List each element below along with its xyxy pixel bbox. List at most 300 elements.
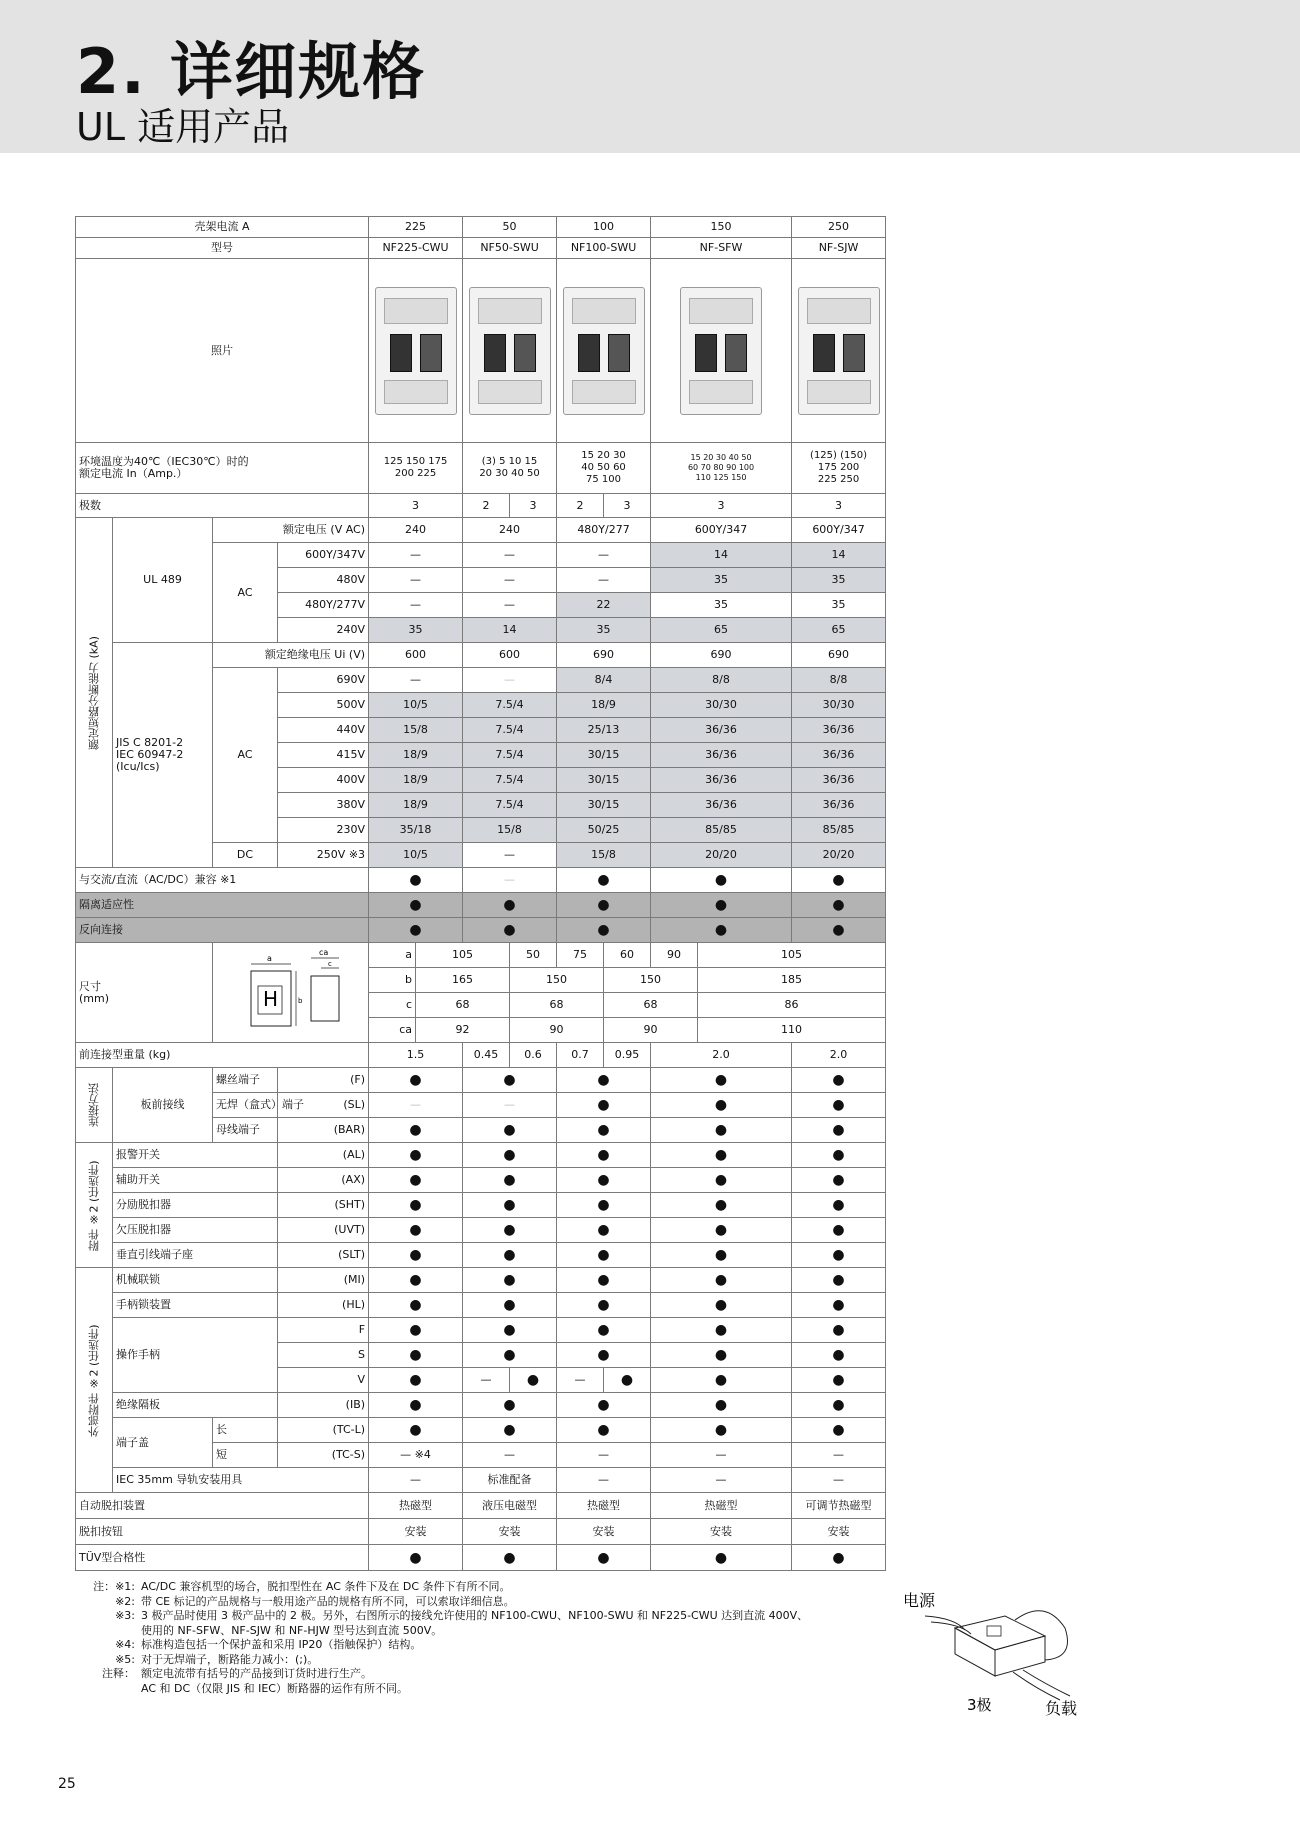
poles-cell: 2 xyxy=(557,494,604,518)
dot-cell: ● xyxy=(651,1068,792,1093)
voltage-label: 600Y/347V xyxy=(278,543,369,568)
operating-handle-label: 操作手柄 xyxy=(113,1318,278,1393)
dot-cell: ● xyxy=(557,1268,651,1293)
dot-cell: ● xyxy=(557,1545,651,1571)
value-cell: — xyxy=(463,543,557,568)
item-code: (IB) xyxy=(278,1393,369,1418)
item-name: 欠压脱扣器 xyxy=(113,1218,278,1243)
dot-cell: ● xyxy=(369,1218,463,1243)
breaker-photo xyxy=(563,287,645,415)
value-cell: 2.0 xyxy=(651,1043,792,1068)
poles-cell: 3 xyxy=(651,494,792,518)
item-name: 分励脱扣器 xyxy=(113,1193,278,1218)
dot-cell: ● xyxy=(369,1118,463,1143)
poles-cell: 3 xyxy=(369,494,463,518)
insulation-voltage-label: 额定绝缘电压 Ui (V) xyxy=(213,643,369,668)
item-name: 螺丝端子 xyxy=(213,1068,278,1093)
value-cell: 68 xyxy=(510,993,604,1018)
dot-cell: ● xyxy=(369,1545,463,1571)
dash-cell: — xyxy=(463,1443,557,1468)
dot-cell: ● xyxy=(463,918,557,943)
page-title: 2. 详细规格 xyxy=(76,35,427,108)
dims-diagram-cell xyxy=(213,943,369,1043)
value-cell: 75 xyxy=(557,943,604,968)
dot-cell: ● xyxy=(463,1545,557,1571)
value-cell: 68 xyxy=(604,993,698,1018)
dot-cell: ● xyxy=(557,868,651,893)
item-name: 母线端子 xyxy=(213,1118,278,1143)
diagram-pole-label: 3极 xyxy=(967,1696,992,1714)
breaking-group-label: 额定短路分断能力 (kA) xyxy=(76,518,113,868)
value-cell: 2.0 xyxy=(792,1043,886,1068)
footnote-row: 使用的 NF-SFW、NF-SJW 和 NF-HJW 型号达到直流 500V。 xyxy=(141,1623,443,1637)
weight-label: 前连接型重量 (kg) xyxy=(76,1043,369,1068)
value-cell: 7.5/4 xyxy=(463,693,557,718)
dot-cell: ● xyxy=(604,1368,651,1393)
value-cell: 35 xyxy=(792,568,886,593)
rated-current-cell: 15 20 30 40 50 60 70 80 90 100 110 125 150 xyxy=(651,443,792,494)
dot-cell: ● xyxy=(792,1243,886,1268)
value-cell: 85/85 xyxy=(651,818,792,843)
accessories-group-label: 附件 ※2 (任选件) xyxy=(76,1143,113,1268)
dot-cell: ● xyxy=(369,868,463,893)
dot-cell: ● xyxy=(651,1143,792,1168)
dot-cell: ● xyxy=(369,1243,463,1268)
item-name: 辅助开关 xyxy=(113,1168,278,1193)
value-cell: 36/36 xyxy=(651,768,792,793)
dot-cell: ● xyxy=(369,1268,463,1293)
value-cell: 50/25 xyxy=(557,818,651,843)
photo-cell xyxy=(463,259,557,443)
dot-cell: ● xyxy=(792,1268,886,1293)
dot-cell: ● xyxy=(463,1218,557,1243)
value-cell: 14 xyxy=(463,618,557,643)
voltage-label: 230V xyxy=(278,818,369,843)
value-cell: 8/4 xyxy=(557,668,651,693)
dot-cell: ● xyxy=(651,868,792,893)
dim-key: a xyxy=(369,943,416,968)
breaker-photo xyxy=(375,287,457,415)
value-cell: 36/36 xyxy=(792,793,886,818)
dot-cell: ● xyxy=(651,1218,792,1243)
page-header xyxy=(0,0,1300,153)
ac-label: AC xyxy=(213,543,278,643)
dash-cell: — xyxy=(463,1368,510,1393)
photo-cell xyxy=(369,259,463,443)
value-cell: 可调节热磁型 xyxy=(792,1493,886,1519)
rated-voltage-label: 额定电压 (V AC) xyxy=(213,518,369,543)
item-name: 无焊（盒式）端子 xyxy=(213,1093,278,1118)
voltage-label: 400V xyxy=(278,768,369,793)
value-cell: 18/9 xyxy=(557,693,651,718)
value-cell: 8/8 xyxy=(651,668,792,693)
value-cell: 0.7 xyxy=(557,1043,604,1068)
frame-label: 壳架电流 A xyxy=(76,217,369,238)
dot-cell: ● xyxy=(651,1268,792,1293)
model-label: 型号 xyxy=(76,238,369,259)
value-cell: 0.45 xyxy=(463,1043,510,1068)
voltage-label: 415V xyxy=(278,743,369,768)
dot-cell: ● xyxy=(651,1343,792,1368)
dot-cell: ● xyxy=(369,893,463,918)
dot-cell: ● xyxy=(651,1368,792,1393)
dot-cell: ● xyxy=(792,1218,886,1243)
dot-cell: ● xyxy=(557,1068,651,1093)
dot-cell: ● xyxy=(651,1168,792,1193)
value-cell: 90 xyxy=(510,1018,604,1043)
dot-cell: ● xyxy=(651,1545,792,1571)
dash-cell: — xyxy=(792,1443,886,1468)
value-cell: — xyxy=(463,568,557,593)
connection-group-label: 连接方法 xyxy=(76,1068,113,1143)
value-cell: — xyxy=(463,593,557,618)
rated-current-cell: 125 150 175 200 225 xyxy=(369,443,463,494)
dash-cell: — xyxy=(557,1443,651,1468)
model-cell: NF-SFW xyxy=(651,238,792,259)
rated-current-label-line: 额定电流 In（Amp.） xyxy=(79,467,188,480)
wiring-diagram xyxy=(895,1588,1135,1718)
dot-cell: ● xyxy=(463,1168,557,1193)
photo-cell xyxy=(651,259,792,443)
dim-key: c xyxy=(369,993,416,1018)
value-cell: 690 xyxy=(651,643,792,668)
value-cell: 36/36 xyxy=(792,718,886,743)
value-cell: 35 xyxy=(369,618,463,643)
value-cell: 65 xyxy=(651,618,792,643)
dot-cell: ● xyxy=(369,1418,463,1443)
photo-cell xyxy=(792,259,886,443)
value-cell: — ※4 xyxy=(369,1443,463,1468)
item-code: (MI) xyxy=(278,1268,369,1293)
photo-label: 照片 xyxy=(76,259,369,443)
value-cell: — xyxy=(557,543,651,568)
value-cell: — xyxy=(463,843,557,868)
rated-current-cell: (125) (150) 175 200 225 250 xyxy=(792,443,886,494)
dot-cell: ● xyxy=(792,1545,886,1571)
value-cell: 7.5/4 xyxy=(463,743,557,768)
poles-cell: 3 xyxy=(792,494,886,518)
value-cell: 35/18 xyxy=(369,818,463,843)
dot-cell: ● xyxy=(651,1093,792,1118)
rated-current-label-line: 环境温度为40℃（IEC30℃）时的 xyxy=(79,455,249,468)
value-cell: 18/9 xyxy=(369,743,463,768)
value-cell: 标准配备 xyxy=(463,1468,557,1493)
dot-cell: ● xyxy=(463,893,557,918)
value-cell: 15/8 xyxy=(463,818,557,843)
dot-cell: ● xyxy=(792,868,886,893)
model-cell: NF-SJW xyxy=(792,238,886,259)
value-cell: 30/30 xyxy=(792,693,886,718)
frame-cell: 250 xyxy=(792,217,886,238)
poles-cell: 3 xyxy=(604,494,651,518)
dot-cell: ● xyxy=(792,1393,886,1418)
footnote-row: AC 和 DC（仅限 JIS 和 IEC）断路器的运作有所不同。 xyxy=(141,1681,408,1695)
item-name: 垂直引线端子座 xyxy=(113,1243,278,1268)
dot-cell: ● xyxy=(792,918,886,943)
value-cell: 50 xyxy=(510,943,557,968)
value-cell: 15/8 xyxy=(369,718,463,743)
value-cell: 68 xyxy=(416,993,510,1018)
value-cell: 30/30 xyxy=(651,693,792,718)
trip-button-label: 脱扣按钮 xyxy=(76,1519,369,1545)
poles-cell: 2 xyxy=(463,494,510,518)
dot-cell: ● xyxy=(651,1293,792,1318)
poles-label: 极数 xyxy=(76,494,369,518)
dot-cell: ● xyxy=(369,918,463,943)
rated-voltage-cell: 240 xyxy=(463,518,557,543)
handle-type: V xyxy=(278,1368,369,1393)
dot-cell: ● xyxy=(792,1318,886,1343)
rated-voltage-cell: 600Y/347 xyxy=(792,518,886,543)
diagram-power-label: 电源 xyxy=(903,1591,936,1610)
item-name: 绝缘隔板 xyxy=(113,1393,278,1418)
dot-cell: ● xyxy=(463,1193,557,1218)
dot-cell: ● xyxy=(463,1343,557,1368)
dot-cell: ● xyxy=(463,1268,557,1293)
footnote-row: ※5: 对于无焊端子，断路能力减小：(;)。 xyxy=(115,1652,319,1666)
item-name: 机械联锁 xyxy=(113,1268,278,1293)
value-cell: 85/85 xyxy=(792,818,886,843)
dot-cell: ● xyxy=(369,1393,463,1418)
dot-cell: ● xyxy=(369,1368,463,1393)
breaker-photo xyxy=(680,287,762,415)
value-cell: — xyxy=(557,568,651,593)
value-cell: 18/9 xyxy=(369,768,463,793)
rated-voltage-cell: 240 xyxy=(369,518,463,543)
value-cell: 36/36 xyxy=(651,793,792,818)
value-cell: — xyxy=(369,668,463,693)
dot-cell: ● xyxy=(557,1393,651,1418)
dot-cell: ● xyxy=(557,918,651,943)
external-group-label: 外部附件 ※2 (任选件) xyxy=(76,1268,113,1493)
dot-cell: ● xyxy=(792,1118,886,1143)
value-cell: — xyxy=(369,568,463,593)
dot-cell: ● xyxy=(557,1218,651,1243)
terminal-cover-label: 端子盖 xyxy=(113,1418,213,1468)
item-code: (SLT) xyxy=(278,1243,369,1268)
value-cell: 7.5/4 xyxy=(463,768,557,793)
handle-type: S xyxy=(278,1343,369,1368)
dash-cell: — xyxy=(792,1468,886,1493)
din-rail-label: IEC 35mm 导轨安装用具 xyxy=(113,1468,369,1493)
item-code: (TC-S) xyxy=(278,1443,369,1468)
dot-cell: ● xyxy=(792,1168,886,1193)
voltage-label: 480Y/277V xyxy=(278,593,369,618)
front-wiring-label: 板前接线 xyxy=(113,1068,213,1143)
value-cell: 8/8 xyxy=(792,668,886,693)
dot-cell: ● xyxy=(463,1293,557,1318)
photo-cell xyxy=(557,259,651,443)
value-cell: 14 xyxy=(792,543,886,568)
value-cell: 安装 xyxy=(463,1519,557,1545)
rated-current-cell: (3) 5 10 15 20 30 40 50 xyxy=(463,443,557,494)
footnote-row: 注释： 额定电流带有括号的产品接到订货时进行生产。 xyxy=(102,1667,372,1680)
value-cell: 60 xyxy=(604,943,651,968)
dot-cell: ● xyxy=(651,1193,792,1218)
dot-cell: ● xyxy=(792,1093,886,1118)
item-code: (SHT) xyxy=(278,1193,369,1218)
value-cell: 600 xyxy=(369,643,463,668)
dot-cell: ● xyxy=(792,1368,886,1393)
acdc-label: 与交流/直流（AC/DC）兼容 ※1 xyxy=(76,868,369,893)
dot-cell: ● xyxy=(792,1068,886,1093)
footnote-row: ※4: 标准构造包括一个保护盖和采用 IP20（指触保护）结构。 xyxy=(115,1638,422,1651)
item-code: (HL) xyxy=(278,1293,369,1318)
value-cell: 安装 xyxy=(369,1519,463,1545)
tuv-label: TÜV型合格性 xyxy=(76,1545,369,1571)
dash-cell: — xyxy=(557,1468,651,1493)
value-cell: 36/36 xyxy=(651,743,792,768)
dot-cell: ● xyxy=(369,1168,463,1193)
dot-cell: ● xyxy=(651,1418,792,1443)
page-number: 25 xyxy=(58,1776,76,1792)
dash-cell: — xyxy=(369,1468,463,1493)
dot-cell: ● xyxy=(651,1118,792,1143)
dot-cell: ● xyxy=(369,1293,463,1318)
dot-cell: ● xyxy=(557,1168,651,1193)
dot-cell: ● xyxy=(369,1318,463,1343)
value-cell: 86 xyxy=(698,993,886,1018)
dot-cell: ● xyxy=(792,1343,886,1368)
value-cell: 35 xyxy=(792,593,886,618)
dot-cell: ● xyxy=(792,1193,886,1218)
footnote-row: 注：※1: AC/DC 兼容机型的场合，脱扣型性在 AC 条件下及在 DC 条件下有所不同。 xyxy=(93,1580,511,1593)
dot-cell: ● xyxy=(557,893,651,918)
dot-cell: ● xyxy=(557,1193,651,1218)
voltage-label: 250V ※3 xyxy=(278,843,369,868)
dot-cell: ● xyxy=(369,1193,463,1218)
dot-cell: ● xyxy=(557,1418,651,1443)
dash-cell: — xyxy=(557,1368,604,1393)
frame-cell: 225 xyxy=(369,217,463,238)
value-cell: 10/5 xyxy=(369,693,463,718)
svg-text:H: H xyxy=(262,987,278,1011)
model-cell: NF225-CWU xyxy=(369,238,463,259)
model-cell: NF50-SWU xyxy=(463,238,557,259)
svg-text:a: a xyxy=(266,954,272,963)
item-code: (AL) xyxy=(278,1143,369,1168)
value-cell: 90 xyxy=(651,943,698,968)
dash-cell: — xyxy=(369,1093,463,1118)
spec-table xyxy=(75,216,886,1571)
value-cell: 105 xyxy=(698,943,886,968)
value-cell: 110 xyxy=(698,1018,886,1043)
dash-cell: — xyxy=(651,1443,792,1468)
footnote-row: ※2: 带 CE 标记的产品规格与一般用途产品的规格有所不同，可以索取详细信息。 xyxy=(115,1594,515,1608)
dot-cell: ● xyxy=(792,1293,886,1318)
voltage-label: 480V xyxy=(278,568,369,593)
value-cell: 热磁型 xyxy=(369,1493,463,1519)
dash-cell: — xyxy=(463,868,557,893)
dot-cell: ● xyxy=(792,1143,886,1168)
value-cell: 105 xyxy=(416,943,510,968)
voltage-label: 690V xyxy=(278,668,369,693)
item-code: (UVT) xyxy=(278,1218,369,1243)
value-cell: — xyxy=(463,668,557,693)
value-cell: 35 xyxy=(651,593,792,618)
voltage-label: 440V xyxy=(278,718,369,743)
value-cell: 65 xyxy=(792,618,886,643)
dot-cell: ● xyxy=(463,1068,557,1093)
value-cell: 14 xyxy=(651,543,792,568)
item-code: (F) xyxy=(278,1068,369,1093)
svg-text:ca: ca xyxy=(318,948,328,957)
dot-cell: ● xyxy=(557,1118,651,1143)
value-cell: 0.95 xyxy=(604,1043,651,1068)
rated-voltage-cell: 480Y/277 xyxy=(557,518,651,543)
value-cell: 10/5 xyxy=(369,843,463,868)
dot-cell: ● xyxy=(369,1143,463,1168)
value-cell: 1.5 xyxy=(369,1043,463,1068)
value-cell: 690 xyxy=(557,643,651,668)
dot-cell: ● xyxy=(651,893,792,918)
dot-cell: ● xyxy=(463,1318,557,1343)
value-cell: 20/20 xyxy=(792,843,886,868)
footnote-row: ※3: 3 极产品时使用 3 极产品中的 2 极。另外，右图所示的接线允许使用的 NF100-CWU、NF100-SWU 和 NF225-CWU 达到直流 400V、 xyxy=(115,1609,809,1622)
dot-cell: ● xyxy=(651,1393,792,1418)
dash-cell: — xyxy=(651,1468,792,1493)
value-cell: 36/36 xyxy=(792,743,886,768)
dot-cell: ● xyxy=(557,1093,651,1118)
item-code: (TC-L) xyxy=(278,1418,369,1443)
value-cell: 22 xyxy=(557,593,651,618)
value-cell: 安装 xyxy=(792,1519,886,1545)
item-name: 长 xyxy=(213,1418,278,1443)
value-cell: 165 xyxy=(416,968,510,993)
value-cell: 36/36 xyxy=(651,718,792,743)
trip-device-label: 自动脱扣装置 xyxy=(76,1493,369,1519)
handle-type: F xyxy=(278,1318,369,1343)
value-cell: 690 xyxy=(792,643,886,668)
page-subtitle: UL 适用产品 xyxy=(76,105,290,149)
item-name: 短 xyxy=(213,1443,278,1468)
dot-cell: ● xyxy=(369,1343,463,1368)
dot-cell: ● xyxy=(557,1343,651,1368)
voltage-label: 240V xyxy=(278,618,369,643)
footnotes xyxy=(75,1580,808,1696)
value-cell: 安装 xyxy=(651,1519,792,1545)
value-cell: 0.6 xyxy=(510,1043,557,1068)
dot-cell: ● xyxy=(463,1118,557,1143)
frame-cell: 100 xyxy=(557,217,651,238)
dot-cell: ● xyxy=(557,1293,651,1318)
value-cell: 150 xyxy=(604,968,698,993)
dot-cell: ● xyxy=(557,1318,651,1343)
svg-text:b: b xyxy=(297,997,302,1005)
ac-label: AC xyxy=(213,668,278,843)
dims-label: 尺寸 (mm) xyxy=(76,943,213,1043)
item-code: (AX) xyxy=(278,1168,369,1193)
value-cell: 30/15 xyxy=(557,793,651,818)
diagram-load-label: 负载 xyxy=(1045,1699,1078,1718)
dot-cell: ● xyxy=(651,918,792,943)
item-code: (SL) xyxy=(278,1093,369,1118)
value-cell: — xyxy=(369,593,463,618)
reverse-label: 反向连接 xyxy=(76,918,369,943)
breaker-photo xyxy=(469,287,551,415)
voltage-label: 380V xyxy=(278,793,369,818)
model-cell: NF100-SWU xyxy=(557,238,651,259)
dim-key: b xyxy=(369,968,416,993)
dim-key: ca xyxy=(369,1018,416,1043)
rated-current-label xyxy=(76,443,369,494)
frame-cell: 150 xyxy=(651,217,792,238)
value-cell: 30/15 xyxy=(557,768,651,793)
value-cell: 90 xyxy=(604,1018,698,1043)
value-cell: 600 xyxy=(463,643,557,668)
poles-cell: 3 xyxy=(510,494,557,518)
dc-label: DC xyxy=(213,843,278,868)
